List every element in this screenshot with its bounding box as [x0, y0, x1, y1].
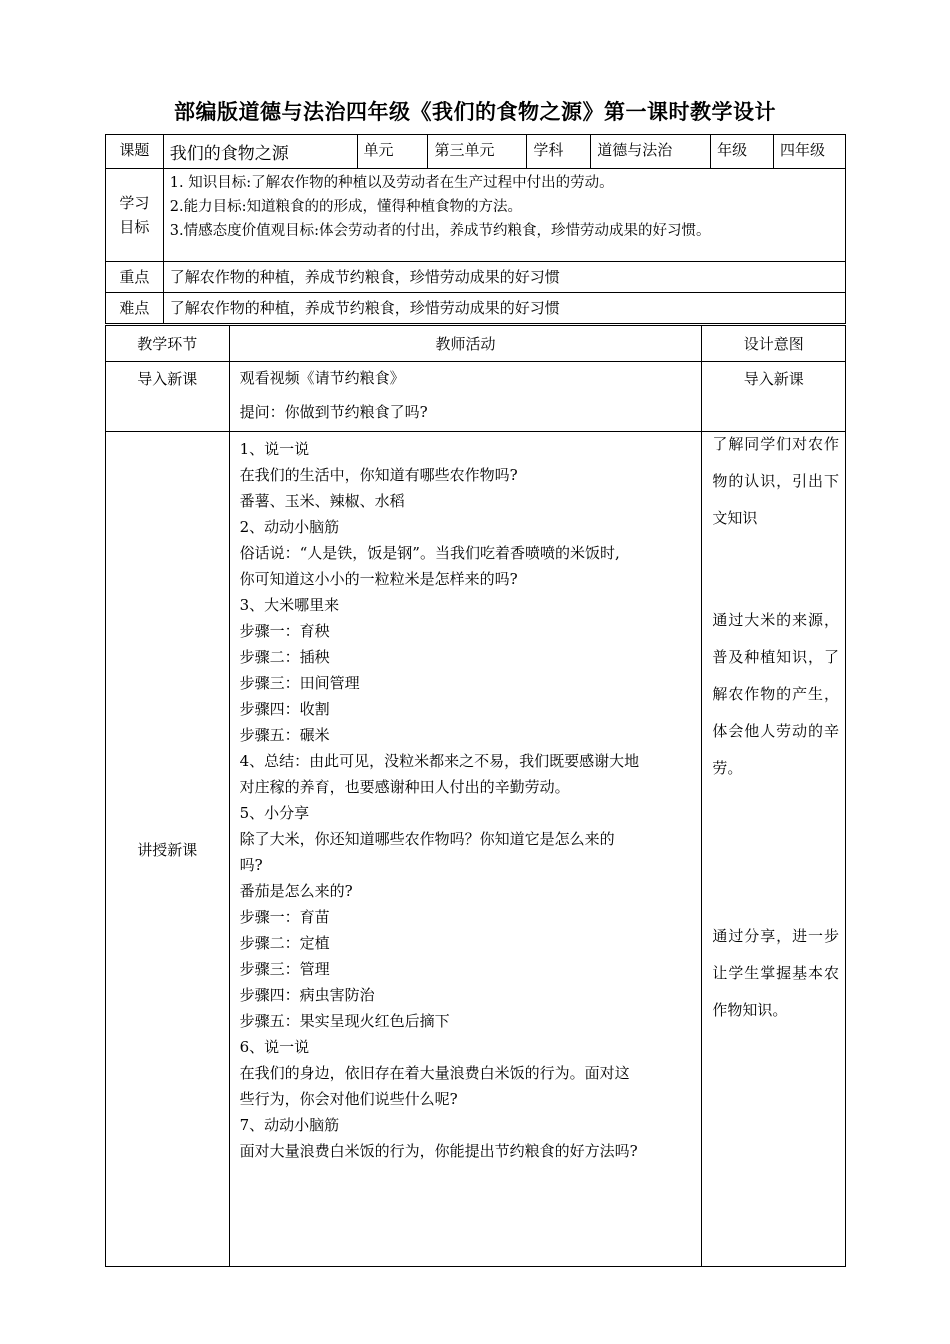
document-title: 部编版道德与法治四年级《我们的食物之源》第一课时教学设计: [174, 99, 776, 124]
subject-label: 学科: [527, 135, 591, 169]
goals-label-line-2: 目标: [119, 218, 150, 236]
lesson-line: 吗?: [239, 856, 263, 874]
lesson-line: 面对大量浪费白米饭的行为，你能提出节约粮食的好方法吗?: [239, 1142, 638, 1160]
lesson-line: 你可知道这小小的一粒粒米是怎样来的吗?: [239, 570, 518, 588]
lesson-activity: [229, 432, 702, 1267]
topic-label: 课题: [106, 135, 164, 169]
intent-share: 通过分享，进一步让学生掌握基本农作物知识。: [712, 927, 839, 1019]
topic-value: 我们的食物之源: [163, 135, 357, 169]
difficulty-label: 难点: [106, 293, 164, 324]
lesson-line: 1、说一说: [239, 440, 310, 458]
lesson-line: 步骤五：碾米: [239, 726, 330, 744]
lesson-line: 番茄是怎么来的?: [239, 882, 353, 900]
intent-rice: 通过大米的来源，普及种植知识，了解农作物的产生，体会他人劳动的辛劳。: [712, 611, 839, 777]
lesson-line: 在我们的身边，依旧存在着大量浪费白米饭的行为。面对这: [239, 1064, 630, 1082]
lesson-line: 步骤一：育秧: [239, 622, 330, 640]
lesson-line: 2、动动小脑筋: [239, 518, 340, 536]
lesson-line: 4、总结：由此可见，没粒米都来之不易，我们既要感谢大地: [239, 752, 640, 770]
lesson-line: 俗话说：“人是铁，饭是钢”。当我们吃着香喷喷的米饭时,: [239, 544, 620, 562]
subject-value: 道德与法治: [591, 135, 711, 169]
lesson-intent: [702, 432, 846, 1267]
goals-label: [106, 169, 164, 262]
intro-stage: 导入新课: [106, 362, 230, 432]
lesson-line: 7、动动小脑筋: [239, 1116, 340, 1134]
goal-attitude: 3.情感态度价值观目标:体会劳动者的付出，养成节约粮食，珍惜劳动成果的好习惯。: [169, 223, 711, 239]
lesson-line: 3、大米哪里来: [239, 596, 340, 614]
header-intent: 设计意图: [702, 326, 846, 362]
lesson-stage: 讲授新课: [106, 432, 230, 1267]
lesson-line: 对庄稼的养育，也要感谢种田人付出的辛勤劳动。: [239, 778, 570, 796]
header-activity: 教师活动: [229, 326, 702, 362]
info-table: [105, 134, 846, 324]
intent-crops: 了解同学们对农作物的认识，引出下文知识: [712, 435, 839, 527]
unit-label: 单元: [357, 135, 428, 169]
lesson-line: 些行为，你会对他们说些什么呢?: [239, 1090, 458, 1108]
lesson-line: 步骤一：育苗: [239, 908, 330, 926]
lesson-line: 步骤三：田间管理: [239, 674, 360, 692]
intro-intent: 导入新课: [702, 362, 846, 432]
goal-knowledge: 1. 知识目标:了解农作物的种植以及劳动者在生产过程中付出的劳动。: [169, 175, 614, 191]
intro-activity: [229, 362, 702, 432]
lesson-line: 在我们的生活中，你知道有哪些农作物吗?: [239, 466, 518, 484]
lesson-line: 步骤四：病虫害防治: [239, 986, 375, 1004]
key-label: 重点: [106, 262, 164, 293]
lesson-line: 步骤五：果实呈现火红色后摘下: [239, 1012, 450, 1030]
lesson-line: 5、小分享: [239, 804, 310, 822]
lesson-line: 步骤二：插秧: [239, 648, 330, 666]
grade-label: 年级: [711, 135, 774, 169]
lesson-line: 步骤三：管理: [239, 960, 330, 978]
lesson-line: 6、说一说: [239, 1038, 310, 1056]
goals-cell: [163, 169, 845, 262]
intro-line-1: 观看视频《请节约粮食》: [239, 369, 405, 387]
lesson-line: 番薯、玉米、辣椒、水稻: [239, 492, 405, 510]
difficulty-value: 了解农作物的种植，养成节约粮食，珍惜劳动成果的好习惯: [163, 293, 845, 324]
header-stage: 教学环节: [106, 326, 230, 362]
goals-label-line-1: 学习: [119, 194, 150, 212]
goal-ability: 2.能力目标:知道粮食的的形成，懂得种植食物的方法。: [169, 199, 523, 215]
lesson-line: 步骤四：收割: [239, 700, 330, 718]
plan-table: [105, 325, 846, 1267]
unit-value: 第三单元: [428, 135, 527, 169]
grade-value: 四年级: [774, 135, 846, 169]
intro-line-2: 提问：你做到节约粮食了吗?: [239, 403, 428, 421]
lesson-line: 除了大米，你还知道哪些农作物吗？你知道它是怎么来的: [239, 830, 615, 848]
lesson-line: 步骤二：定植: [239, 934, 330, 952]
key-value: 了解农作物的种植，养成节约粮食，珍惜劳动成果的好习惯: [163, 262, 845, 293]
